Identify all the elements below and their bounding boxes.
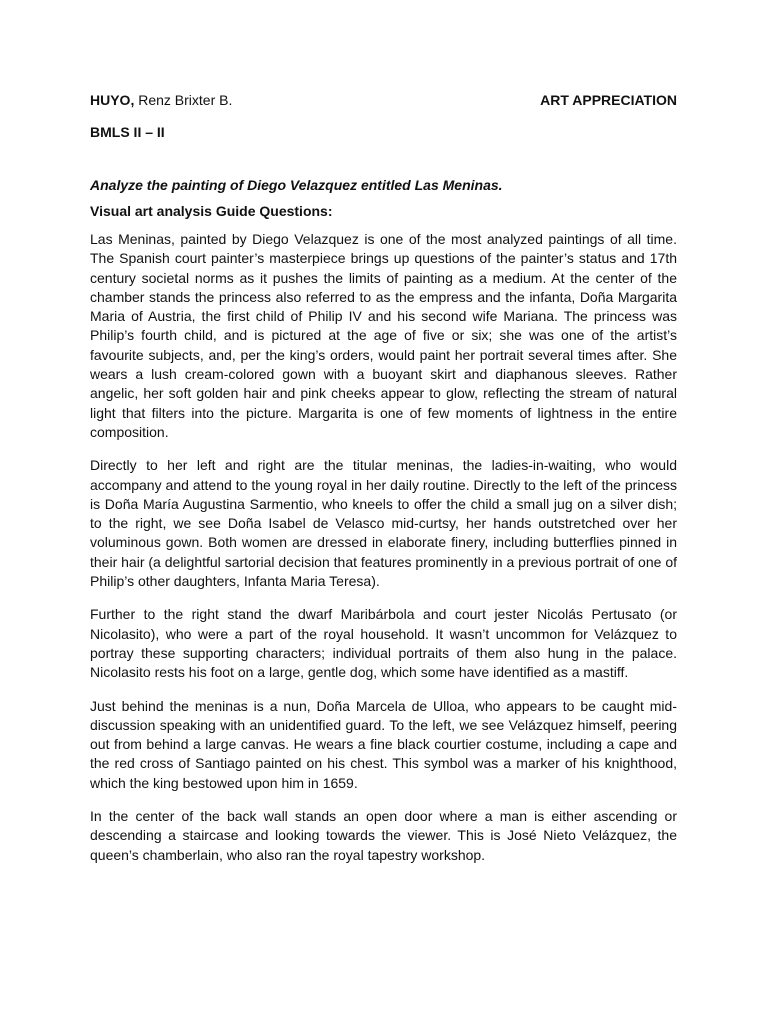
paragraph: Directly to her left and right are the titular meninas, the ladies-in-waiting, who would accompany and attend to the young royal in her daily routine. Directly to the left of the princess is Doña María Augustina Sarmentio, who kneels to offer the child a small jug on a silver dish; to the right, we see Doña Isabel de Velasco mid-curtsy, her hands outstretched over her voluminous gown. Both women are dressed in elaborate finery, including butterflies pinned in their hair (a delightful sartorial decision that features prominently in a previous portrait of one of Philip’s other daughters, Infanta Maria Teresa). (90, 457, 677, 590)
student-name (90, 90, 232, 110)
paragraph: In the center of the back wall stands an open door where a man is either ascending or descending a staircase and looking towards the viewer. This is José Nieto Velázquez, the queen’s chamberlain, who also ran the royal tapestry workshop. (90, 808, 677, 863)
paragraph: Further to the right stand the dwarf Maribárbola and court jester Nicolás Pertusato (or Nicolasito), who were a part of the royal household. It wasn’t uncommon for Velázquez to portray these supporting characters; individual portraits of them also hung in the palace. Nicolasito rests his foot on a large, gentle dog, which some have identified as a mastiff. (90, 606, 677, 681)
student-given-names: Renz Brixter B. (134, 92, 233, 108)
document-page (90, 90, 677, 879)
task-instruction: Analyze the painting of Diego Velazquez entitled Las Meninas. (90, 177, 503, 193)
student-section: BMLS II – II (90, 124, 165, 140)
student-surname: HUYO, (90, 92, 135, 108)
paragraph: Las Meninas, painted by Diego Velazquez is one of the most analyzed paintings of all time. The Spanish court painter’s masterpiece brings up questions of the painter’s status and 17th century societal norms as it pushes the limits of painting as a medium. At the center of the chamber stands the princess also referred to as the empress and the infanta, Doña Margarita Maria of Austria, the first child of Philip IV and his second wife Mariana. The princess was Philip’s fourth child, and is pictured at the age of five or six; she was one of the artist’s favourite subjects, and, per the king’s orders, would paint her portrait several times after. She wears a lush cream-colored gown with a buoyant skirt and diaphanous sleeves. Rather angelic, her soft golden hair and pink cheeks appear to glow, reflecting the stream of natural light that filters into the picture. Margarita is one of few moments of lightness in the entire composition. (90, 231, 677, 440)
guide-heading: Visual art analysis Guide Questions: (90, 203, 333, 219)
paragraph: Just behind the meninas is a nun, Doña Marcela de Ulloa, who appears to be caught mid-discussion speaking with an unidentified guard. To the left, we see Velázquez himself, peering out from behind a large canvas. He wears a fine black courtier costume, including a cape and the red cross of Santiago painted on his chest. This symbol was a marker of his knighthood, which the king bestowed upon him in 1659. (90, 697, 677, 791)
course-title: ART APPRECIATION (540, 92, 677, 108)
header-row (90, 90, 677, 110)
